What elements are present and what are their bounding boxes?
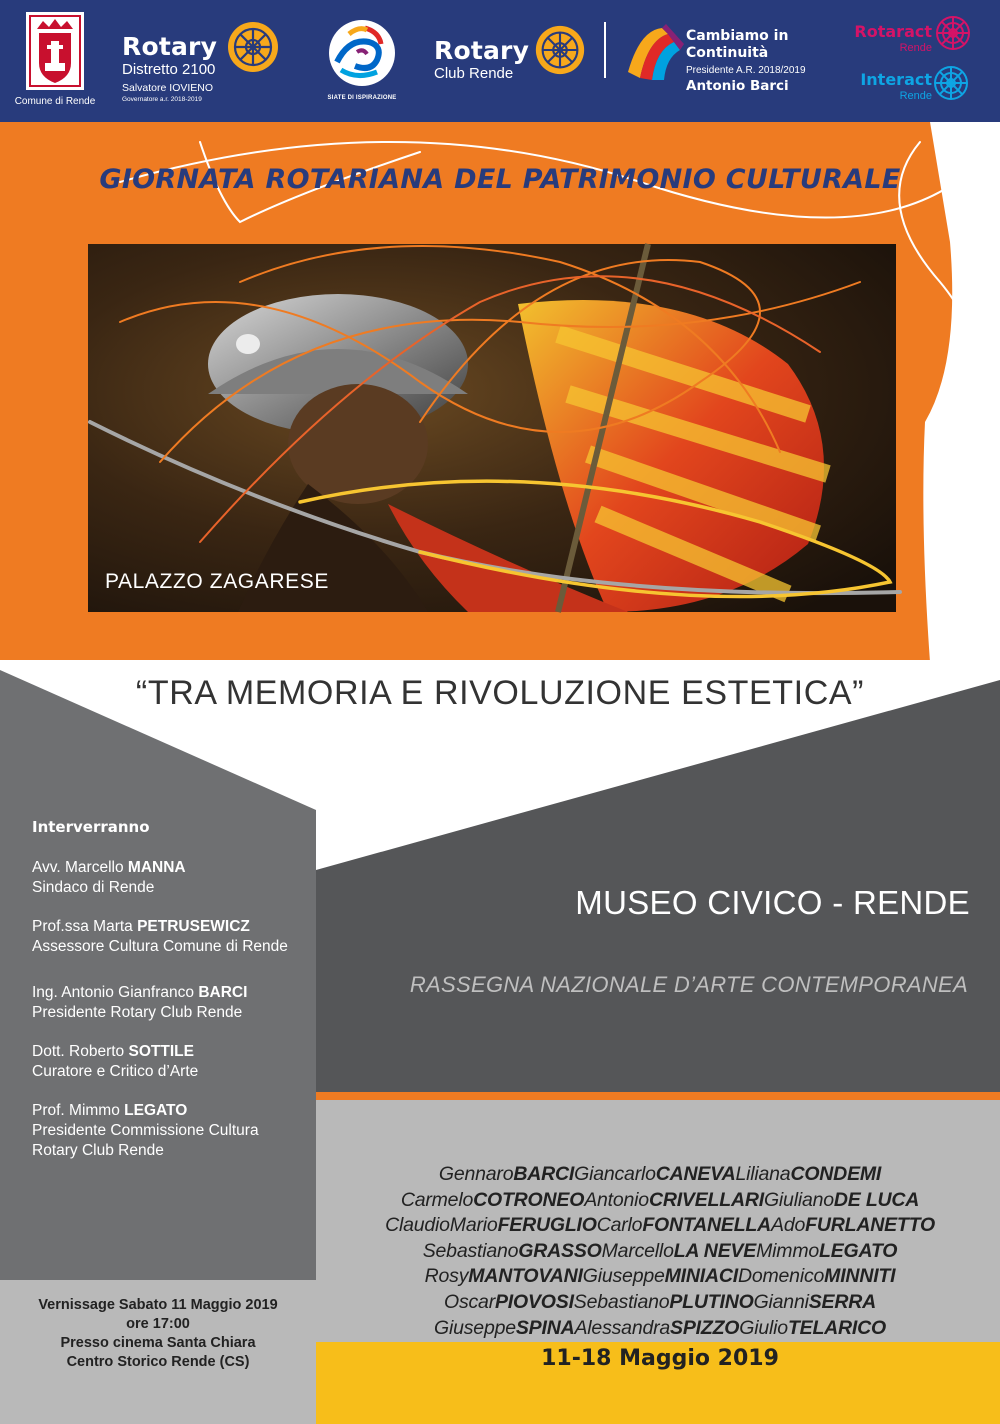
speaker-item: [32, 983, 302, 1023]
interact-wordmark: Interact: [860, 70, 932, 89]
artist-first-name: Giulio: [739, 1316, 788, 1339]
speaker-item: [32, 858, 302, 898]
artist-first-name: Mimmo: [756, 1239, 820, 1262]
vernissage-time: ore 17:00: [126, 1316, 190, 1332]
artist-first-name: Marcello: [601, 1239, 674, 1262]
vernissage-location: Centro Storico Rende (CS): [66, 1354, 250, 1370]
rotary-club: [434, 36, 529, 83]
rotary-club-wheel-icon: [532, 22, 588, 78]
artist-surname: PIOVOSI: [495, 1290, 574, 1313]
artist-surname: GRASSO: [518, 1239, 602, 1262]
artist-name: [385, 1214, 597, 1236]
artist-first-name: Liliana: [735, 1163, 791, 1185]
artist-surname: FURLANETTO: [805, 1214, 935, 1237]
artist-name: [574, 1163, 735, 1185]
speaker-role: Presidente Rotary Club Rende: [32, 1004, 243, 1021]
vernissage-place: Presso cinema Santa Chiara: [60, 1335, 256, 1351]
interact-wheel-icon: [932, 64, 970, 102]
artist-line: [320, 1290, 1000, 1316]
artist-first-name: Ado: [771, 1214, 806, 1237]
artist-name: [739, 1317, 886, 1339]
cambiamo-ribbon-icon: [622, 22, 686, 84]
comune-label: Comune di Rende: [14, 96, 96, 107]
museum-name: MUSEO CIVICO - RENDE: [575, 884, 970, 921]
artist-surname: SPINA: [515, 1316, 575, 1339]
artist-first-name: Giuseppe: [434, 1316, 516, 1339]
artist-first-name: Oscar: [443, 1290, 495, 1313]
artist-first-name: Carlo: [596, 1214, 643, 1237]
interact-sub: Rende: [899, 90, 932, 102]
cambiamo-name: Antonio Barci: [686, 78, 789, 94]
speaker-item: [32, 917, 302, 957]
artist-line: [320, 1188, 1000, 1214]
rotary-distretto: [122, 32, 217, 104]
artist-name: [764, 1189, 919, 1211]
artist-first-name: Sebastiano: [422, 1239, 519, 1262]
event-title: GIORNATA ROTARIANA DEL PATRIMONIO CULTURALE: [99, 164, 901, 195]
speaker-role: Curatore e Critico d’Arte: [32, 1063, 199, 1080]
artist-name: [597, 1214, 771, 1236]
speaker-surname: SOTTILE: [128, 1043, 194, 1060]
artists-list: [320, 1162, 1000, 1341]
artist-name: [439, 1163, 574, 1185]
artist-line: [320, 1213, 1000, 1239]
artist-surname: SPIZZO: [670, 1316, 740, 1339]
governor-role: Governatore a.r. 2018-2019: [122, 96, 202, 103]
cambiamo-role: Presidente A.R. 2018/2019: [686, 65, 806, 76]
artist-first-name: Alessandra: [574, 1316, 671, 1339]
artist-first-name: Sebastiano: [573, 1290, 670, 1313]
orange-divider: [316, 1092, 1000, 1100]
artist-name: [754, 1291, 876, 1313]
speakers-heading: Interverranno: [32, 818, 150, 836]
artist-first-name: Gennaro: [438, 1163, 514, 1185]
vernissage-line: Vernissage Sabato 11 Maggio 2019: [38, 1297, 278, 1313]
rotary-wheel-icon: [224, 18, 282, 76]
artist-line: [320, 1239, 1000, 1265]
artist-surname: MINNITI: [824, 1265, 896, 1288]
district-label: Distretto 2100: [122, 61, 216, 78]
artist-first-name: Domenico: [737, 1265, 825, 1288]
artist-surname: MINIACI: [664, 1265, 738, 1288]
speaker-prefix: Prof.ssa Marta: [32, 918, 133, 935]
rassegna-label: RASSEGNA NAZIONALE D’ARTE CONTEMPORANEA: [409, 972, 968, 997]
speaker-surname: BARCI: [198, 984, 248, 1001]
speaker-prefix: Ing. Antonio Gianfranco: [32, 984, 195, 1001]
artist-name: [584, 1189, 764, 1211]
artist-name: [401, 1189, 584, 1211]
artist-surname: LA NEVE: [673, 1239, 757, 1262]
artist-line: [320, 1162, 1000, 1188]
speaker-item: [32, 1042, 302, 1082]
venue-label: PALAZZO ZAGARESE: [105, 570, 329, 593]
artist-first-name: Giuliano: [763, 1188, 834, 1211]
rotaract-logo: [842, 22, 932, 55]
artist-name: [434, 1317, 574, 1339]
siate-label: SIATE DI ISPIRAZIONE: [327, 95, 397, 101]
rotaract-sub: Rende: [899, 42, 932, 54]
artist-surname: CANEVA: [655, 1163, 736, 1185]
artist-first-name: Giuseppe: [582, 1265, 665, 1288]
speaker-item: [32, 1101, 302, 1161]
speaker-role: Sindaco di Rende: [32, 879, 155, 896]
comune-crest-icon: [26, 12, 84, 90]
artist-name: [583, 1265, 738, 1287]
artist-name: [574, 1291, 754, 1313]
artist-name: [771, 1214, 935, 1236]
artist-name: [423, 1240, 602, 1262]
painting: [88, 244, 896, 612]
rotaract-wheel-icon: [934, 14, 972, 52]
exhibition-dates: 11-18 Maggio 2019: [541, 1346, 779, 1371]
rotary-club-wordmark: Rotary: [434, 36, 530, 65]
speaker-prefix: Prof. Mimmo: [32, 1102, 120, 1119]
artist-surname: CRIVELLARI: [648, 1188, 764, 1211]
rotaract-wordmark: Rotaract: [854, 22, 932, 41]
comune-logo: [14, 12, 96, 112]
speaker-role: Assessore Cultura Comune di Rende: [32, 938, 288, 955]
artist-surname: SERRA: [808, 1290, 876, 1313]
artist-first-name: Antonio: [584, 1188, 649, 1211]
artist-surname: MANTOVANI: [468, 1265, 583, 1288]
speaker-prefix: Dott. Roberto: [32, 1043, 125, 1060]
artist-surname: FONTANELLA: [642, 1214, 772, 1237]
cambiamo-title-line1: Cambiamo in: [686, 28, 789, 44]
artist-name: [738, 1265, 895, 1287]
artist-line: [320, 1316, 1000, 1342]
artist-name: [735, 1163, 881, 1185]
artist-first-name: Carmelo: [400, 1188, 474, 1211]
artist-first-name: Rosy: [424, 1265, 469, 1288]
speaker-role: Presidente Commissione Cultura Rotary Club Rende: [32, 1122, 259, 1159]
exhibition-subtitle: “TRA MEMORIA E RIVOLUZIONE ESTETICA”: [135, 674, 865, 712]
header-bar: [0, 0, 1000, 122]
artist-first-name: Giancarlo: [574, 1163, 656, 1185]
artist-surname: TELARICO: [787, 1316, 886, 1339]
speaker-surname: MANNA: [127, 859, 186, 876]
cambiamo-title-line2: Continuità: [686, 45, 769, 61]
siate-swirl-icon: [327, 18, 397, 88]
artist-line: [320, 1264, 1000, 1290]
header-divider: [604, 22, 606, 78]
speaker-surname: PETRUSEWICZ: [137, 918, 250, 935]
artist-surname: DE LUCA: [833, 1188, 920, 1211]
artist-name: [602, 1240, 756, 1262]
artist-surname: CONDEMI: [790, 1163, 882, 1185]
speaker-prefix: Avv. Marcello: [32, 859, 124, 876]
governor-name: Salvatore IOVIENO: [122, 82, 214, 94]
artist-name: [756, 1240, 897, 1262]
rotary-wordmark: Rotary: [122, 32, 218, 61]
speakers-block: [32, 818, 302, 1180]
artist-name: [444, 1291, 574, 1313]
speaker-surname: LEGATO: [124, 1102, 188, 1119]
artist-first-name: Gianni: [753, 1290, 809, 1313]
artist-surname: BARCI: [513, 1163, 575, 1185]
cambiamo-block: [686, 28, 826, 95]
artist-surname: COTRONEO: [473, 1188, 585, 1211]
artist-surname: LEGATO: [819, 1239, 898, 1262]
artist-name: [574, 1317, 739, 1339]
club-label: Club Rende: [434, 65, 514, 82]
artist-first-name: ClaudioMario: [385, 1214, 498, 1237]
siate-logo: [322, 18, 402, 100]
interact-logo: [846, 70, 932, 103]
artist-surname: PLUTINO: [669, 1290, 754, 1313]
artist-surname: FERUGLIO: [497, 1214, 597, 1237]
artist-name: [425, 1265, 583, 1287]
vernissage-info: [0, 1296, 316, 1372]
